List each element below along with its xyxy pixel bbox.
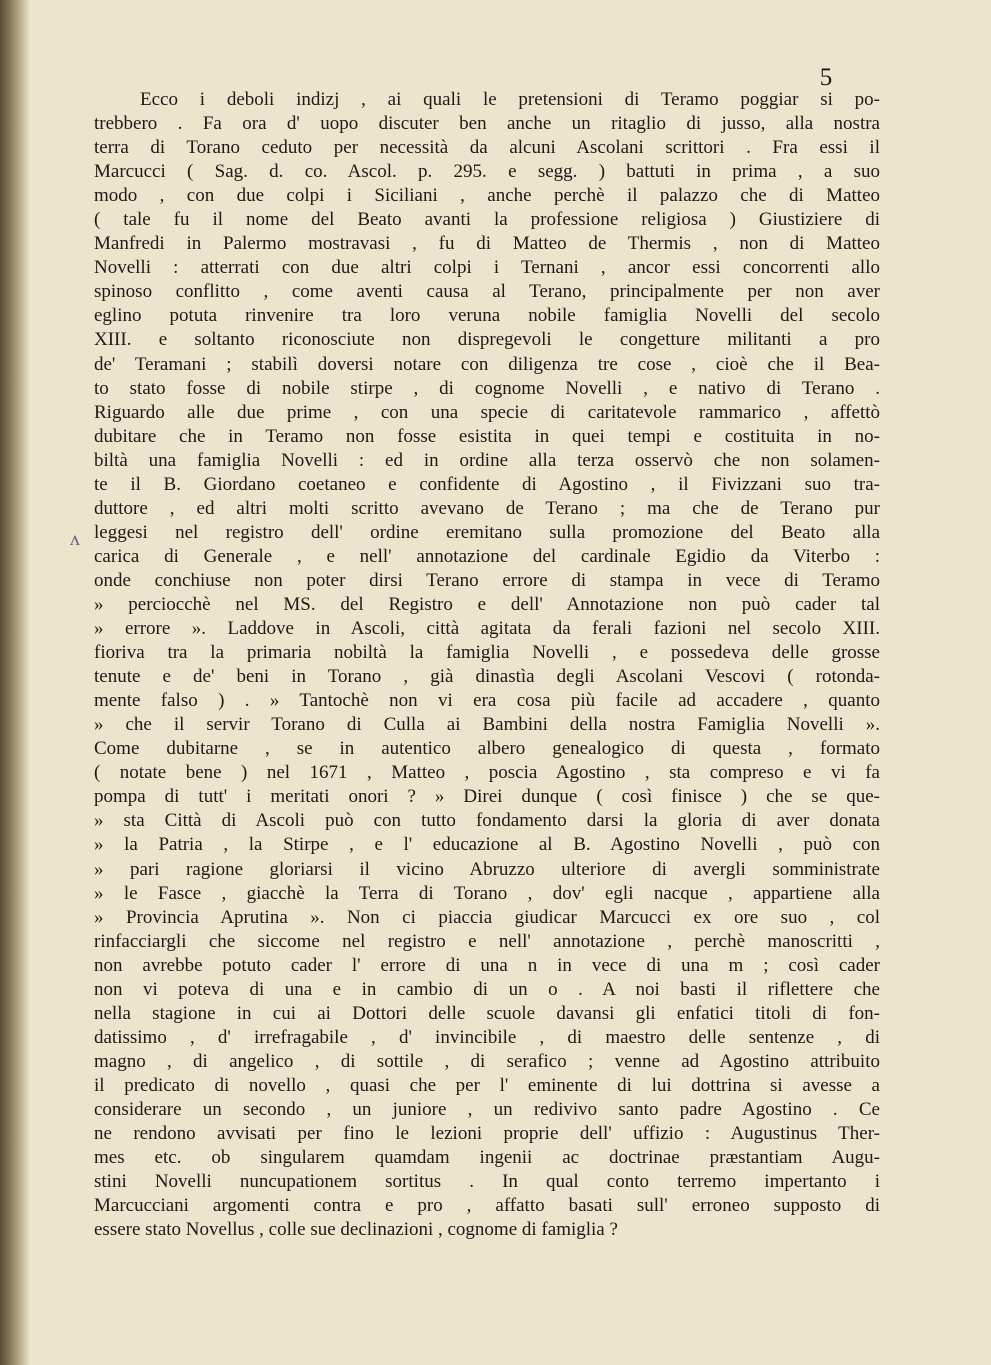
text-line: trebbero . Fa ora d' uopo discuter ben anche un ritaglio di jusso, alla nostra	[94, 113, 880, 135]
text-line: mes etc. ob singularem quamdam ingenii ac doctrinae præstantiam Augu-	[94, 1147, 880, 1169]
text-line: fioriva tra la primaria nobiltà la famiglia Novelli , e possedeva delle grosse	[94, 642, 880, 664]
text-line: » perciocchè nel MS. del Registro e dell' Annotazione non può cader tal	[94, 593, 880, 615]
text-line: carica di Generale , e nell' annotazione del cardinale Egidio da Viterbo :	[94, 545, 880, 567]
text-line: non vi poteva di una e in cambio di un o . A noi basti il riflettere che	[94, 978, 880, 1000]
text-line: onde conchiuse non poter dirsi Terano errore di stampa in vece di Teramo	[94, 569, 880, 591]
text-line: magno , di angelico , di sottile , di serafico ; venne ad Agostino attribuito	[94, 1050, 880, 1072]
text-line: » errore ». Laddove in Ascoli, città agitata da ferali fazioni nel secolo XIII.	[94, 618, 880, 640]
text-line: nella stagione in cui ai Dottori delle scuole davansi gli enfatici titoli di fon-	[94, 1002, 880, 1024]
page-number: 5	[819, 64, 833, 91]
text-line: datissimo , d' irrefragabile , d' invincibile , di maestro delle sentenze , di	[94, 1026, 880, 1048]
text-line: Riguardo alle due prime , con una specie di caritatevole rammarico , affettò	[94, 401, 880, 423]
text-line: » Provincia Aprutina ». Non ci piaccia giudicar Marcucci ex ore suo , col	[94, 906, 880, 928]
text-line: duttore , ed altri molti scritto avevano de Terano ; ma che de Terano pur	[94, 497, 880, 519]
text-line: Ecco i deboli indizj , ai quali le pretensioni di Teramo poggiar si po-	[140, 89, 880, 110]
text-line: il predicato di novello , quasi che per l' eminente di lui dottrina si avesse a	[94, 1074, 880, 1096]
text-line: » che il servir Torano di Culla ai Bambini della nostra Famiglia Novelli ».	[94, 714, 880, 736]
text-line: » le Fasce , giacchè la Terra di Torano , dov' egli nacque , appartiene alla	[94, 882, 880, 904]
text-line: » sta Città di Ascoli può con tutto fondamento darsi la gloria di aver donata	[94, 810, 880, 832]
text-line: dubitare che in Teramo non fosse esistita in quei tempi e costituita in no-	[94, 425, 880, 447]
text-line: pompa di tutt' i meritati onori ? » Direi dunque ( così finisce ) che se que-	[94, 786, 880, 808]
text-line: Manfredi in Palermo mostravasi , fu di Matteo de Thermis , non di Matteo	[94, 233, 880, 255]
text-line: modo , con due colpi i Siciliani , anche perchè il palazzo che di Matteo	[94, 185, 880, 207]
book-gutter-shadow	[0, 0, 30, 1365]
text-line: essere stato Novellus , colle sue declinazioni , cognome di famiglia ?	[94, 1219, 618, 1241]
text-line: leggesi nel registro dell' ordine eremitano sulla promozione del Beato alla	[94, 521, 880, 543]
margin-mark: ʌ	[70, 528, 80, 550]
text-line: rinfacciargli che siccome nel registro e nell' annotazione , perchè manoscritti ,	[94, 930, 880, 952]
text-line: Marcucci ( Sag. d. co. Ascol. p. 295. e segg. ) battuti in prima , a suo	[94, 161, 880, 183]
text-line: to stato fosse di nobile stirpe , di cognome Novelli , e nativo di Terano .	[94, 377, 880, 399]
text-line: » la Patria , la Stirpe , e l' educazione al B. Agostino Novelli , può con	[94, 834, 880, 856]
text-line: ( notate bene ) nel 1671 , Matteo , poscia Agostino , sta compreso e vi fa	[94, 762, 880, 784]
text-line: terra di Torano ceduto per necessità da alcuni Ascolani scrittori . Fra essi il	[94, 137, 880, 159]
text-line: de' Teramani ; stabilì doversi notare con diligenza tre cose , cioè che il Bea-	[94, 353, 880, 375]
text-line: XIII. e soltanto riconosciute non dispregevoli le congetture militanti a pro	[94, 329, 880, 351]
text-line: Come dubitarne , se in autentico albero genealogico di questa , formato	[94, 738, 880, 760]
text-line: non avrebbe potuto cader l' errore di una n in vece di una m ; così cader	[94, 954, 880, 976]
text-line: spinoso conflitto , come aventi causa al Terano, principalmente per non aver	[94, 281, 880, 303]
text-line: Novelli : atterrati con due altri colpi i Ternani , ancor essi concorrenti allo	[94, 257, 880, 279]
body-text	[94, 88, 880, 1242]
text-line: eglino potuta rinvenire tra loro veruna nobile famiglia Novelli del secolo	[94, 305, 880, 327]
text-line: mente falso ) . » Tantochè non vi era cosa più facile ad accadere , quanto	[94, 690, 880, 712]
text-line: considerare un secondo , un juniore , un redivivo santo padre Agostino . Ce	[94, 1098, 880, 1120]
text-line: tenute e de' beni in Torano , già dinastìa degli Ascolani Vescovi ( rotonda-	[94, 666, 880, 688]
text-line: Marcucciani argomenti contra e pro , affatto basati sull' erroneo supposto di	[94, 1195, 880, 1217]
text-line: ( tale fu il nome del Beato avanti la professione religiosa ) Giustiziere di	[94, 209, 880, 231]
text-line: biltà una famiglia Novelli : ed in ordine alla terza osservò che non solamen-	[94, 449, 880, 471]
text-line: » pari ragione gloriarsi il vicino Abruzzo ulteriore di avergli somministrate	[94, 858, 880, 880]
text-line: stini Novelli nuncupationem sortitus . In qual conto terremo impertanto i	[94, 1171, 880, 1193]
text-line: ne rendono avvisati per fino le lezioni proprie dell' uffizio : Augustinus Ther-	[94, 1123, 880, 1145]
text-line: te il B. Giordano coetaneo e confidente di Agostino , il Fivizzani suo tra-	[94, 473, 880, 495]
